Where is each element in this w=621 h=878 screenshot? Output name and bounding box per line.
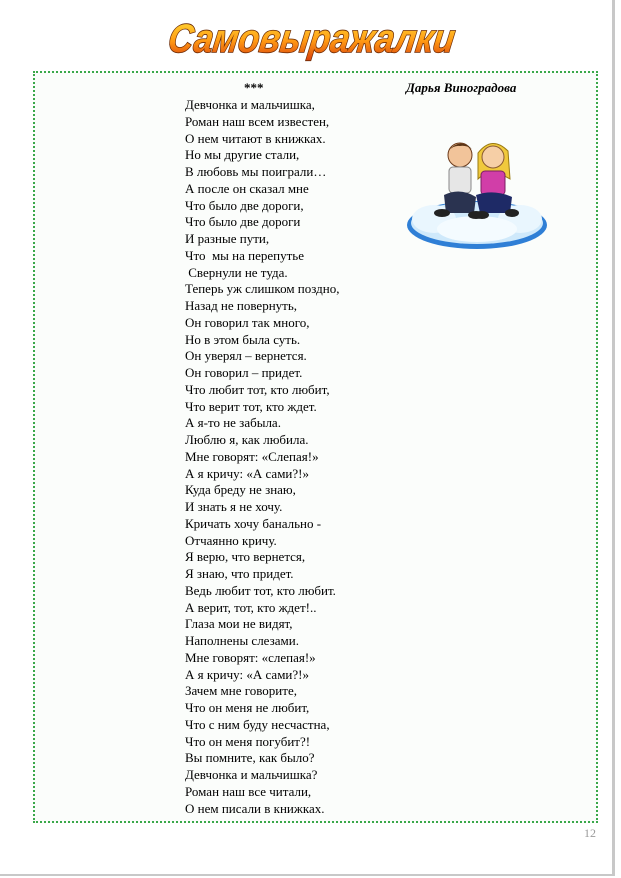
poem-line: Девчонка и мальчишка? bbox=[185, 767, 318, 782]
poem-line: Теперь уж слишком поздно, bbox=[185, 281, 340, 297]
poem-line: Куда бреду не знаю, bbox=[185, 482, 296, 498]
poem-line: В любовь мы поиграли… bbox=[185, 164, 327, 179]
poem-line: Отчаянно кричу. bbox=[185, 532, 277, 548]
poem-line: Я знаю, что придет. bbox=[185, 566, 294, 581]
poem-line: Что любит тот, кто любит, bbox=[185, 381, 330, 397]
page-number: 12 bbox=[584, 826, 596, 840]
poem-stars: *** bbox=[244, 80, 264, 95]
poem-line: И разные пути, bbox=[185, 231, 270, 246]
poem-line: А после он сказал мне bbox=[185, 180, 309, 196]
poem-line: Он уверял – вернется. bbox=[185, 348, 307, 364]
poem-line: Что он меня погубит?! bbox=[185, 733, 311, 749]
poem-line: Глаза мои не видят, bbox=[185, 616, 293, 632]
poem-line: Мне говорят: «слепая!» bbox=[185, 649, 316, 665]
poem-line: Но в этом была суть. bbox=[185, 331, 301, 347]
poem-line: А верит, тот, кто ждет!.. bbox=[185, 599, 317, 615]
header-title-text: Самовыражалки bbox=[165, 16, 506, 61]
cloud-shape bbox=[407, 201, 547, 249]
poem-line: Что с ним буду несчастна, bbox=[185, 716, 330, 732]
poem-line: А я-то не забыла. bbox=[185, 415, 281, 431]
poem-line: Роман наш все читали, bbox=[185, 783, 312, 799]
poem-text bbox=[185, 97, 425, 817]
poem-line: А я кричу: «А сами?!» bbox=[185, 465, 309, 481]
poem-line: Наполнены слезами. bbox=[185, 633, 299, 648]
poem-line: Что он меня не любит, bbox=[185, 700, 310, 715]
poem-line: Мне говорят: «Слепая!» bbox=[185, 448, 319, 464]
poem-line: Что было две дороги, bbox=[185, 197, 304, 213]
poem-line: Что верит тот, кто ждет. bbox=[185, 398, 317, 414]
header-title bbox=[150, 8, 506, 70]
poem-line: Что мы на перепутье bbox=[185, 247, 304, 263]
poem-line: Свернули не туда. bbox=[185, 264, 288, 280]
poem-line: Он говорил так много, bbox=[185, 314, 310, 330]
poem-line: А я кричу: «А сами?!» bbox=[185, 666, 309, 682]
poem-line: Зачем мне говорите, bbox=[185, 683, 297, 699]
poem-line: Ведь любит тот, кто любит. bbox=[185, 582, 336, 598]
poem-line: Он говорил – придет. bbox=[185, 365, 303, 380]
poem-line: Кричать хочу банально - bbox=[185, 515, 322, 531]
poem-line: Но мы другие стали, bbox=[185, 147, 300, 163]
poem-line: Люблю я, как любила. bbox=[185, 432, 309, 447]
couple-on-cloud-picture bbox=[404, 133, 550, 255]
poem-line: Девчонка и мальчишка, bbox=[185, 97, 315, 112]
poem-line: Вы помните, как было? bbox=[185, 750, 315, 766]
poem-author: Дарья Виноградова bbox=[406, 80, 517, 95]
poem-line: Роман наш всем известен, bbox=[185, 113, 330, 129]
poem-line: Назад не повернуть, bbox=[185, 298, 298, 313]
poem-line: Я верю, что вернется, bbox=[185, 549, 306, 565]
poem-line: О нем писали в книжках. bbox=[185, 800, 325, 816]
poem-line: О нем читают в книжках. bbox=[185, 130, 326, 146]
poem-line: Что было две дороги bbox=[185, 214, 301, 230]
poem-line: И знать я не хочу. bbox=[185, 499, 283, 514]
